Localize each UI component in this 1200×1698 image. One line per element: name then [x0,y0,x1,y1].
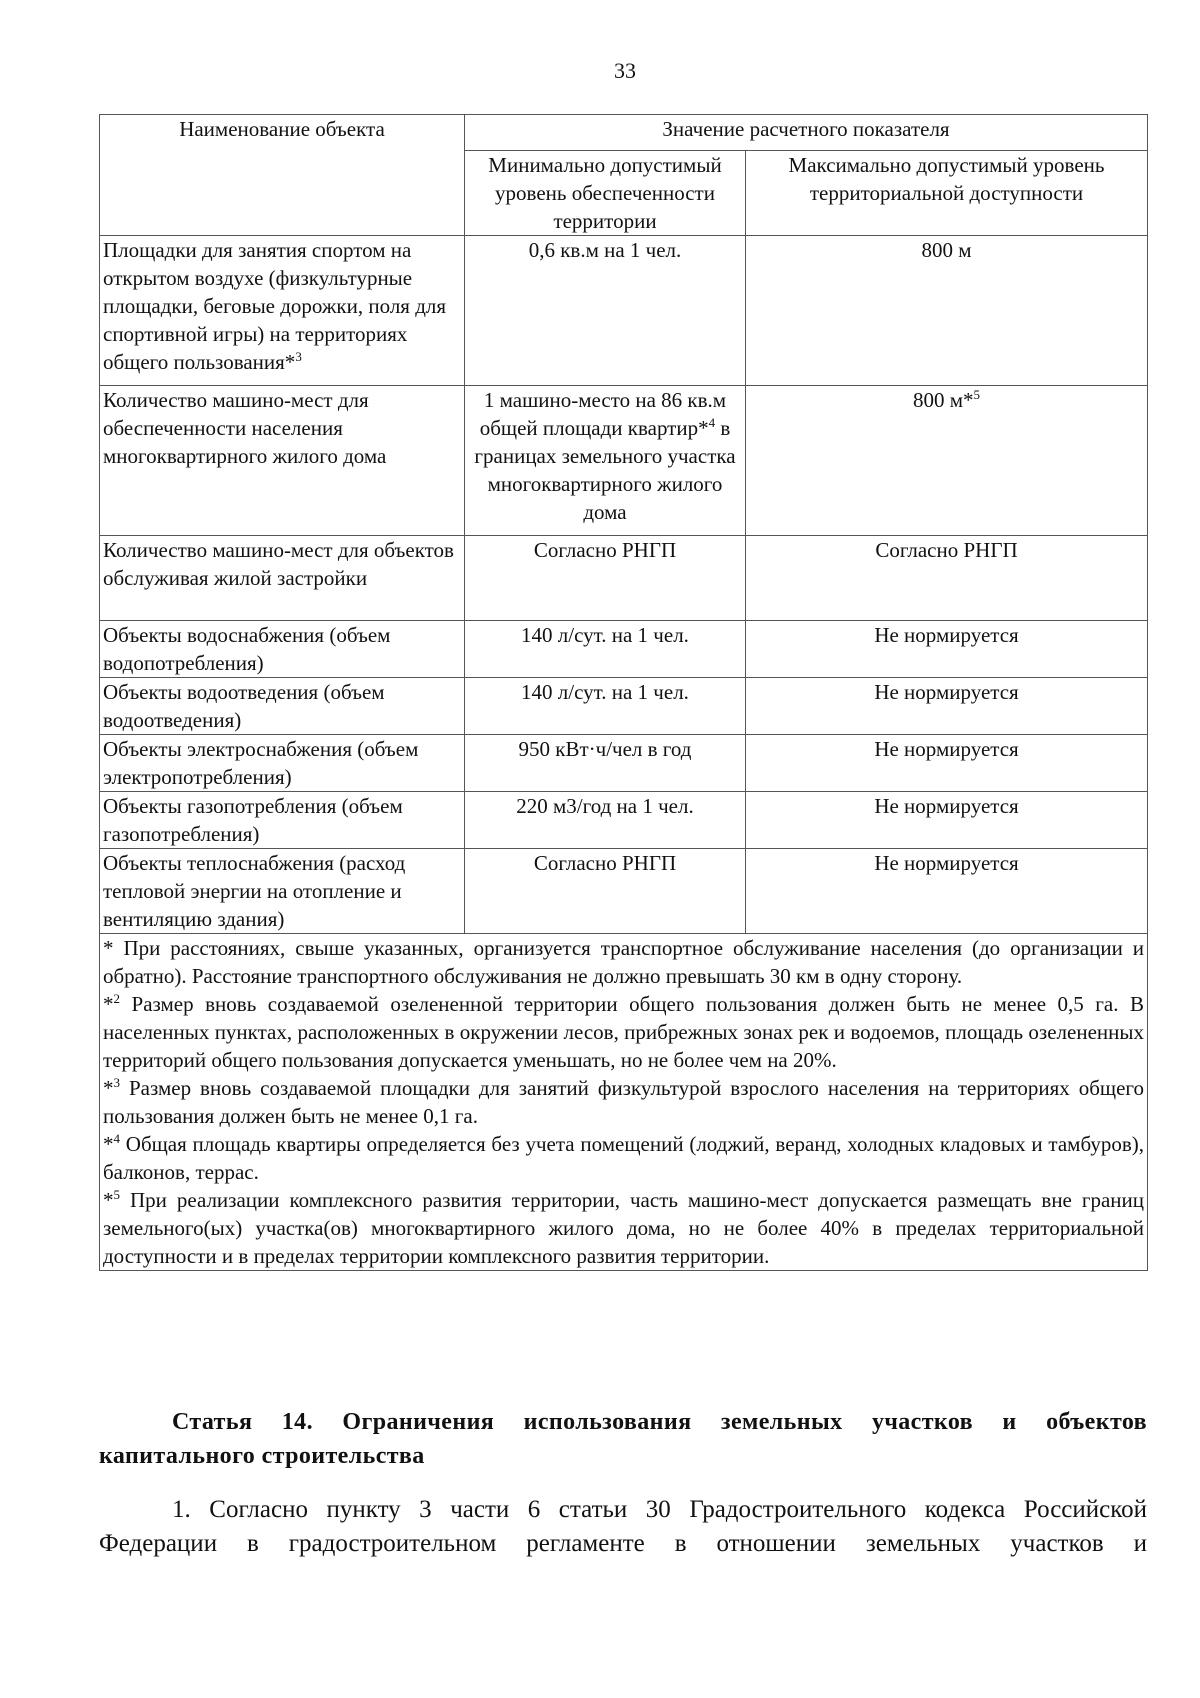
table-row [100,621,1148,678]
row-max: Не нормируется [746,792,1148,849]
row-max: 800 м [746,236,1148,386]
row-max: Не нормируется [746,678,1148,735]
table-header-row [100,115,1148,151]
article-heading: Статья 14. Ограничения использования земельных участков и объектов капитального строительства [99,1409,1147,1469]
footnote: *$^2$ Размер вновь создаваемой озелененной территории общего пользования должен быть не менее 0,5 га. В населенных пунктах, расположенных в окружении лесов, прибрежных зонах рек и водоемов, площадь озелененных территорий общего пользования допускается уменьшать, но не более чем на 20%. [103,991,1144,1072]
row-name: Количество машино-мест для объектов обслуживая жилой застройки [100,536,465,621]
row-name: Объекты теплоснабжения (расход тепловой энергии на отопление и вентиляцию здания) [100,849,465,934]
row-max: Согласно РНГП [746,536,1148,621]
row-max: Не нормируется [746,735,1148,792]
header-indicator-group: Значение расчетного показателя [465,115,1148,151]
row-name: Площадки для занятия спортом на открытом воздухе (физкультурные площадки, беговые дорожки, поля для спортивной игры) на территориях общего пользования*$^3$ [100,236,465,386]
table-row [100,386,1148,536]
footnote: *$^5$ При реализации комплексного развития территории, часть машино-мест допускается размещать вне границ земельного(ых) участка(ов) многоквартирного жилого дома, но не более 40% в пределах территориальной доступности и в пределах территории комплексного развития территории. [103,1187,1144,1268]
footnotes-row [100,934,1148,1271]
header-object-name: Наименование объекта [100,115,465,236]
page-number: 33 [614,58,636,83]
row-min: 140 л/сут. на 1 чел. [465,621,746,678]
body-paragraph: 1. Согласно пункту 3 части 6 статьи 30 Градостроительного кодекса Российской Федерации в градостроительном регламенте в отношении земельных участков и [99,1496,1147,1557]
row-name: Объекты газопотребления (объем газопотребления) [100,792,465,849]
norms-table [99,114,1148,1271]
row-min: Согласно РНГП [465,536,746,621]
table-row [100,678,1148,735]
row-name: Объекты водоотведения (объем водоотведения) [100,678,465,735]
row-max: Не нормируется [746,621,1148,678]
row-min: Согласно РНГП [465,849,746,934]
row-name: Объекты электроснабжения (объем электропотребления) [100,735,465,792]
row-max: Не нормируется [746,849,1148,934]
footnote: *$^4$ Общая площадь квартиры определяется без учета помещений (лоджий, веранд, холодных кладовых и тамбуров), балконов, террас. [103,1131,1144,1184]
row-min: 1 машино-место на 86 кв.м общей площади квартир*$^4$ в границах земельного участка многоквартирного жилого дома [465,386,746,536]
row-max: 800 м*$^5$ [746,386,1148,536]
row-name: Количество машино-мест для обеспеченности населения многоквартирного жилого дома [100,386,465,536]
footnote: * При расстояниях, свыше указанных, организуется транспортное обслуживание населения (до организации и обратно). Расстояние транспортного обслуживания не должно превышать 30 км в одну сторону. [103,936,1145,988]
footnote-ref: 3 [295,349,302,364]
row-min: 0,6 кв.м на 1 чел. [465,236,746,386]
row-min: 220 м3/год на 1 чел. [465,792,746,849]
table-row [100,236,1148,386]
footnote: *$^3$ Размер вновь создаваемой площадки для занятий физкультурой взрослого населения на территориях общего пользования должен быть не менее 0,1 га. [103,1075,1145,1128]
header-max-accessibility: Максимально допустимый уровень территориальной доступности [746,151,1148,236]
table-row [100,792,1148,849]
row-min: 140 л/сут. на 1 чел. [465,678,746,735]
table-row [100,536,1148,621]
row-min: 950 кВт·ч/чел в год [465,735,746,792]
row-name: Объекты водоснабжения (объем водопотребления) [100,621,465,678]
header-min-level: Минимально допустимый уровень обеспеченности территории [465,151,746,236]
table-row [100,735,1148,792]
footnote-ref: 5 [973,387,981,402]
footnotes-cell [100,934,1148,1271]
footnote-ref: 4 [708,415,716,430]
table-row [100,849,1148,934]
